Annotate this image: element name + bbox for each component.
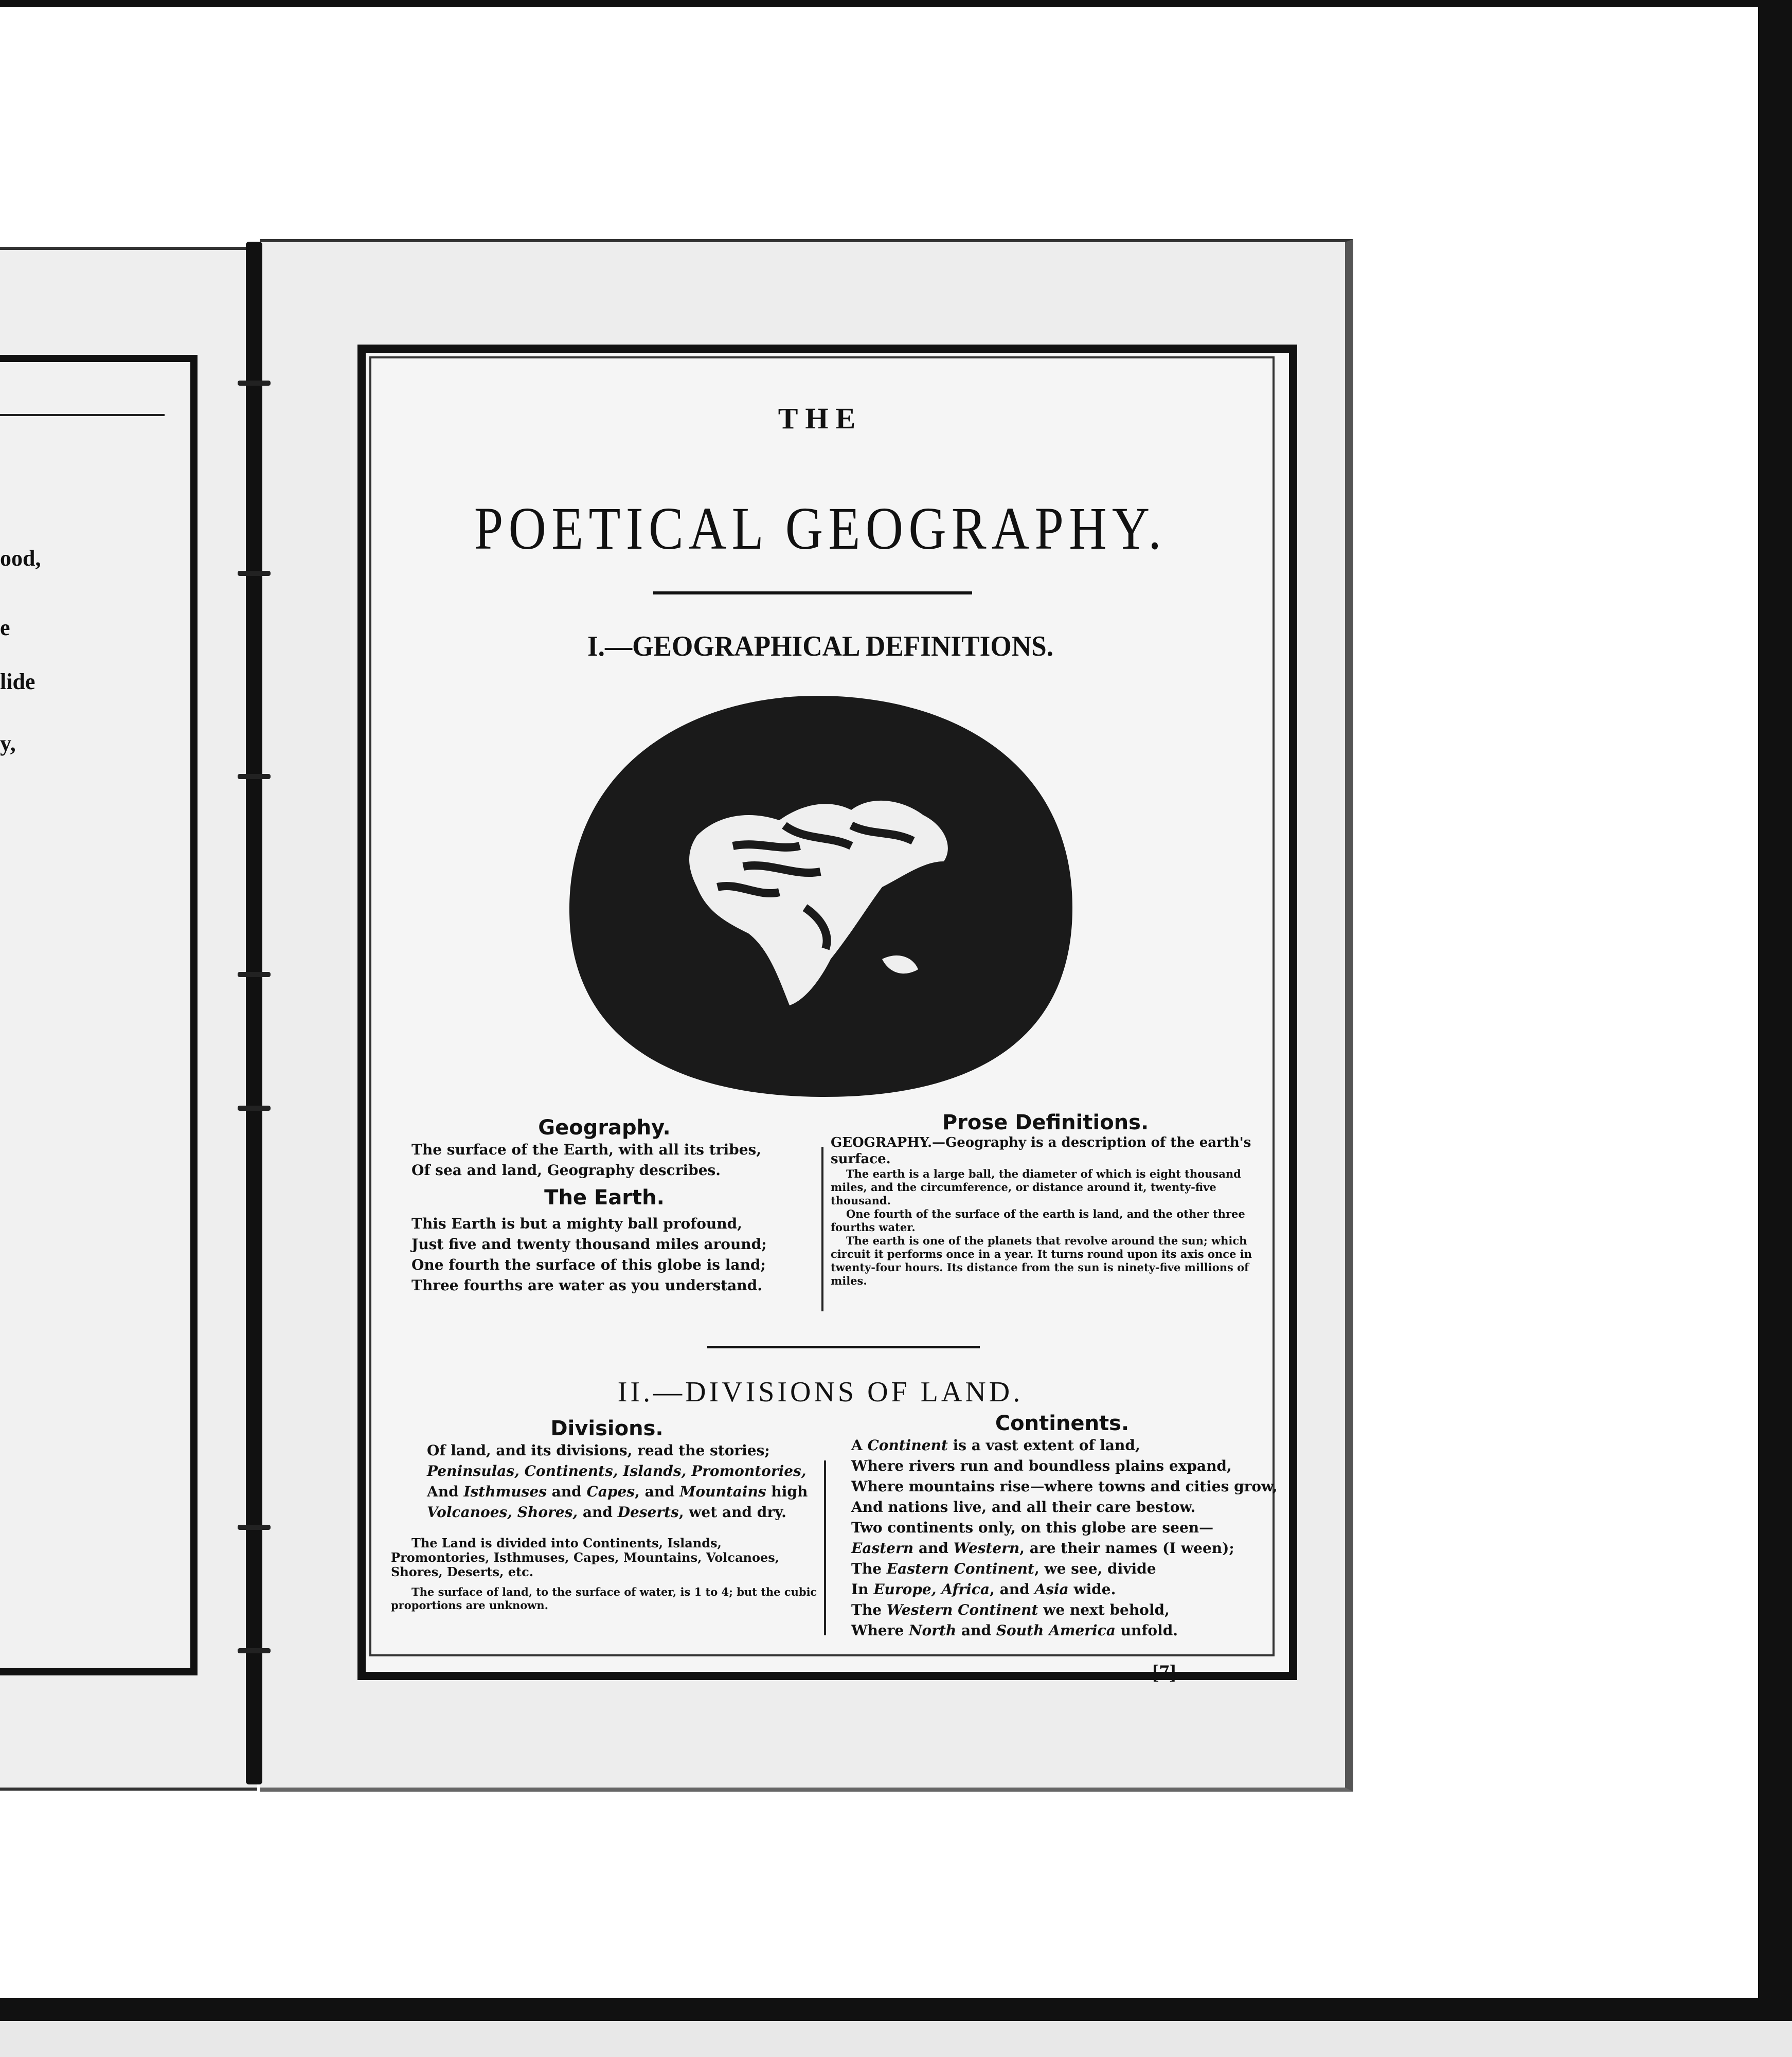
column-divider <box>824 1460 826 1635</box>
land-water-ratio: The surface of land, to the surface of water, is 1 to 4; but the cubic proportions are unknown. <box>391 1585 817 1612</box>
verse-line: Eastern and Western, are their names (I ween); <box>851 1540 1234 1557</box>
left-page-rule <box>0 414 165 416</box>
verse-line: In Europe, Africa, and Asia wide. <box>851 1581 1116 1598</box>
verse-line: Just five and twenty thousand miles around; <box>411 1236 767 1253</box>
section-1-title: I.—GEOGRAPHICAL DEFINITIONS. <box>587 630 1054 662</box>
spine-stitch <box>238 381 271 386</box>
spine-stitch <box>238 1525 271 1530</box>
continents-column <box>851 1412 1278 1641</box>
spine-stitch <box>238 1648 271 1653</box>
spine-stitch <box>238 774 271 779</box>
divisions-column <box>391 1417 823 1612</box>
prose-paragraph: One fourth of the surface of the earth is land, and the other three fourths water. <box>831 1207 1245 1234</box>
geography-heading: Geography. <box>538 1116 671 1140</box>
verse-line: The Western Continent we next behold, <box>851 1601 1170 1618</box>
verse-line: The surface of the Earth, with all its tribes, <box>411 1141 762 1158</box>
verse-line: A Continent is a vast extent of land, <box>851 1437 1140 1454</box>
geography-column <box>411 1116 797 1296</box>
verse-line: Of land, and its divisions, read the stories; <box>427 1442 770 1459</box>
verse-line: Where rivers run and boundless plains expand, <box>851 1457 1232 1474</box>
verse-line: This Earth is but a mighty ball profound, <box>411 1215 742 1232</box>
globe-illustration <box>563 692 1078 1100</box>
page-title: POETICAL GEOGRAPHY. <box>474 495 1167 562</box>
spine-stitch <box>238 972 271 977</box>
section-2-title: II.—DIVISIONS OF LAND. <box>617 1376 1024 1408</box>
divisions-heading: Divisions. <box>550 1417 664 1440</box>
divisions-prose: The Land is divided into Continents, Islands, Promontories, Isthmuses, Capes, Mountains, Volcanoes, Shores, Deserts, etc. <box>391 1536 780 1579</box>
prose-lead: GEOGRAPHY.—Geography is a description of the earth's surface. <box>831 1135 1251 1167</box>
verse-line: One fourth the surface of this globe is land; <box>411 1256 766 1273</box>
spine-stitch <box>238 1106 271 1111</box>
left-page-fragment: lide <box>0 669 35 694</box>
left-page-fragment: y, <box>0 731 16 756</box>
continents-heading: Continents. <box>995 1412 1130 1435</box>
column-divider <box>821 1147 823 1311</box>
section-rule <box>707 1346 980 1348</box>
spine-stitch <box>238 571 271 576</box>
title-rule <box>653 591 972 594</box>
scan-bottom-strip <box>0 2021 1792 2057</box>
left-page-fragment: ood, <box>0 546 41 571</box>
heading-the: THE <box>778 402 863 435</box>
prose-definitions-heading: Prose Definitions. <box>942 1111 1149 1134</box>
book-spine <box>246 242 262 1784</box>
scan-right-edge <box>1758 0 1792 2021</box>
verse-line: Peninsulas, Continents, Islands, Promontories, <box>427 1463 807 1479</box>
verse-line: And Isthmuses and Capes, and Mountains high <box>427 1483 808 1500</box>
verse-line: Where North and South America unfold. <box>851 1622 1178 1639</box>
verse-line: The Eastern Continent, we see, divide <box>851 1560 1156 1577</box>
verse-line: And nations live, and all their care bestow. <box>851 1499 1196 1515</box>
verse-line: Two continents only, on this globe are seen— <box>851 1519 1214 1536</box>
verse-line: Where mountains rise—where towns and cities grow, <box>851 1478 1278 1495</box>
page-number: [7] <box>1152 1661 1176 1684</box>
prose-definitions-column <box>831 1111 1260 1288</box>
scan-top-edge <box>0 0 1792 7</box>
verse-line: Of sea and land, Geography describes. <box>411 1162 721 1179</box>
left-page-fragment: e <box>0 615 10 640</box>
verse-line: Volcanoes, Shores, and Deserts, wet and dry. <box>427 1504 786 1521</box>
verse-line: Three fourths are water as you understand. <box>411 1277 762 1294</box>
earth-heading: The Earth. <box>544 1186 665 1210</box>
prose-paragraph: The earth is a large ball, the diameter of which is eight thousand miles, and the circumference, or distance around it, twenty-five thousand. <box>831 1167 1241 1207</box>
prose-paragraph: The earth is one of the planets that revolve around the sun; which circuit it performs once in a year. It turns round upon its axis once in twenty-four hours. Its distance from the sun is ninety-five millions of miles. <box>831 1234 1252 1287</box>
